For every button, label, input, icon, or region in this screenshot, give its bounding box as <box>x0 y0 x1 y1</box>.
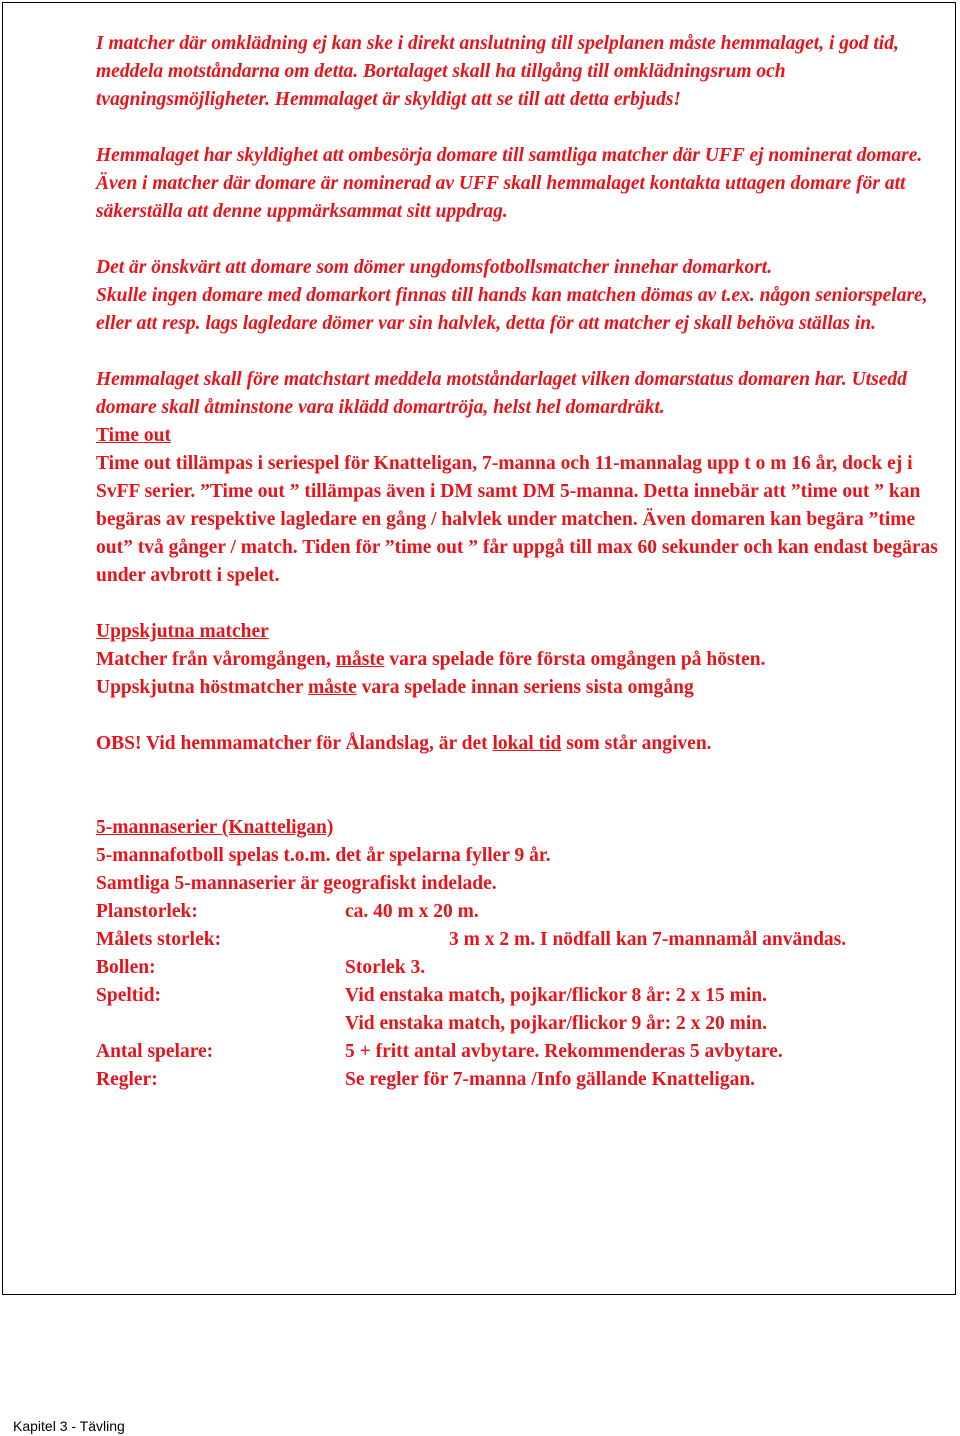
postponed-heading: Uppskjutna matcher <box>96 621 269 642</box>
spec-row: Regler: Se regler för 7-manna /Info gällande Knatteligan. <box>96 1069 756 1090</box>
five-a-side-heading: 5-mannaserier (Knatteligan) <box>96 817 334 838</box>
document-body <box>96 30 946 1094</box>
five-a-side-line-1: 5-mannafotboll spelas t.o.m. det år spelarna fyller 9 år. <box>96 845 551 866</box>
timeout-heading: Time out <box>96 425 171 446</box>
spec-row: Antal spelare: 5 + fritt antal avbytare. Rekommenderas 5 avbytare. <box>96 1041 783 1062</box>
paragraph-referee-status: Hemmalaget skall före matchstart meddela motståndarlaget vilken domarstatus domaren har. Utsedd domare skall åtminstone vara iklädd domartröja, helst hel domardräkt. <box>96 369 907 418</box>
postponed-line-2: Uppskjutna höstmatcher måste vara spelade innan seriens sista omgång <box>96 677 694 698</box>
spec-row: Planstorlek: ca. 40 m x 20 m. <box>96 901 479 922</box>
paragraph-referee-duty: Hemmalaget har skyldighet att ombesörja domare till samtliga matcher där UFF ej nominerat domare. Även i matcher där domare är nominerad av UFF skall hemmalaget kontakta uttagen domare för att säkerställa att denne uppmärksammat sitt uppdrag. <box>96 145 923 222</box>
page-footer: Kapitel 3 - Tävling <box>13 1418 125 1434</box>
spec-row: Målets storlek: 3 m x 2 m. I nödfall kan 7-mannamål användas. <box>96 929 847 950</box>
spec-row: Bollen: Storlek 3. <box>96 957 426 978</box>
spec-row: Vid enstaka match, pojkar/flickor 9 år: 2 x 20 min. <box>345 1013 767 1034</box>
five-a-side-line-2: Samtliga 5-mannaserier är geografiskt indelade. <box>96 873 497 894</box>
paragraph-substitute-referee: Skulle ingen domare med domarkort finnas till hands kan matchen dömas av t.ex. någon seniorspelare, eller att resp. lags lagledare dömer var sin halvlek, detta för att matcher ej skall behöva ställas in. <box>96 285 928 334</box>
paragraph-changing-rooms: I matcher där omklädning ej kan ske i direkt anslutning till spelplanen måste hemmalaget, i god tid, meddela motståndarna om detta. Bortalaget skall ha tillgång till omklädningsrum och tvagningsmöjligheter. Hemmalaget är skyldigt att se till att detta erbjuds! <box>96 33 899 110</box>
spec-row: Speltid: Vid enstaka match, pojkar/flickor 8 år: 2 x 15 min. <box>96 985 767 1006</box>
postponed-line-1: Matcher från våromgången, måste vara spelade före första omgången på hösten. <box>96 649 766 670</box>
timeout-body: Time out tillämpas i seriespel för Knatteligan, 7-manna och 11-mannalag upp t o m 16 år, dock ej i SvFF serier. ”Time out ” tillämpas även i DM samt DM 5-manna. Detta innebär att ”time out ” kan begäras av respektive lagledare en gång / halvlek under matchen. Även domaren kan begära ”time out” två gånger / match. Tiden för ”time out ” får uppgå till max 60 sekunder och kan endast begäras under avbrott i spelet. <box>96 453 938 586</box>
obs-note: OBS! Vid hemmamatcher för Ålandslag, är det lokal tid som står angiven. <box>96 733 712 754</box>
paragraph-referee-card: Det är önskvärt att domare som dömer ungdomsfotbollsmatcher innehar domarkort. <box>96 257 773 278</box>
